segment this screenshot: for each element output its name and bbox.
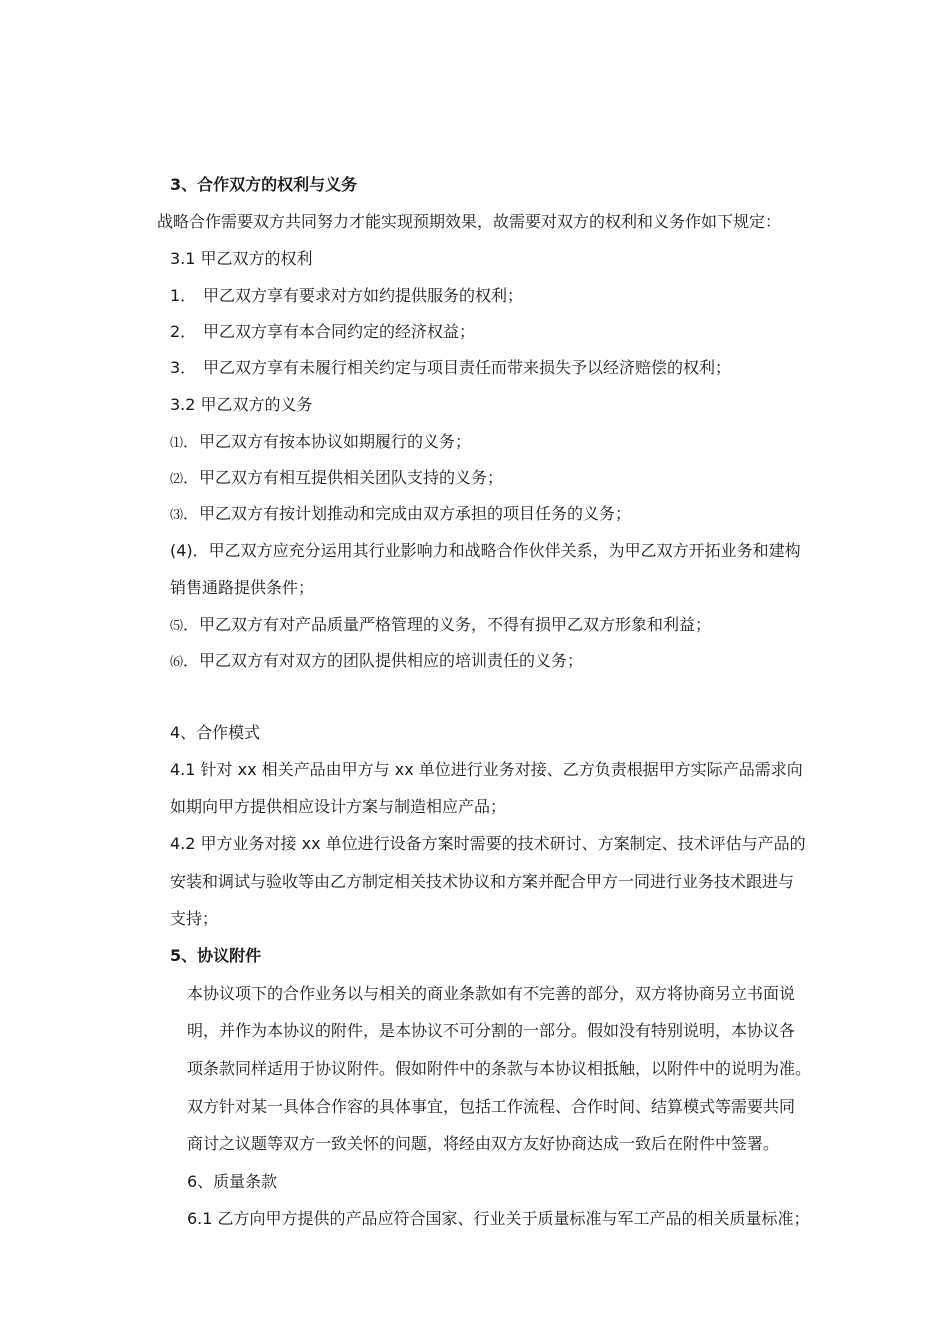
rights-item-number: 3． — [170, 358, 197, 377]
duties-item-text: ．甲乙双方有对双方的团队提供相应的培训责任的义务； — [183, 651, 584, 670]
section-4-paragraph-1-line: 如期向甲方提供相应设计方案与制造相应产品； — [170, 797, 507, 816]
duties-item-number: ⑹ — [170, 655, 184, 670]
rights-item-number: 2． — [170, 322, 197, 341]
duties-item-number: ⑸ — [170, 619, 184, 634]
duties-item-number: ⑴ — [170, 436, 184, 451]
section-4-paragraph-1-line: 4.1 针对 xx 相关产品由甲方与 xx 单位进行业务对接、乙方负责根据甲方实际产品需求向 — [170, 760, 803, 779]
duties-item-number: ⑵ — [170, 472, 184, 487]
section-3-intro: 战略合作需要双方共同努力才能实现预期效果，故需要对双方的权利和义务作如下规定： — [157, 212, 782, 231]
section-4-heading: 4、合作模式 — [170, 723, 261, 742]
rights-item-text: 甲乙双方享有本合同约定的经济权益； — [203, 322, 476, 341]
duties-item — [170, 468, 503, 490]
duties-item — [170, 432, 471, 454]
duties-item-text: ．甲乙双方应充分运用其行业影响力和战略合作伙伴关系，为甲乙双方开拓业务和建构 — [192, 541, 801, 560]
section-4-paragraph-2-line: 安装和调试与验收等由乙方制定相关技术协议和方案并配合甲方一同进行业务技术跟进与 — [170, 872, 795, 891]
rights-item — [170, 286, 524, 306]
section-6-heading: 6、质量条款 — [187, 1172, 278, 1191]
duties-item — [170, 504, 631, 526]
duties-item — [170, 541, 801, 561]
rights-item-number: 1． — [170, 286, 197, 305]
duties-item — [170, 615, 711, 637]
duties-heading: 3.2 甲乙双方的义务 — [170, 395, 313, 414]
duties-item-text: ．甲乙双方有按本协议如期履行的义务； — [183, 432, 472, 451]
duties-item-continuation: 销售通路提供条件； — [170, 578, 315, 597]
rights-heading: 3.1 甲乙双方的权利 — [170, 249, 313, 268]
rights-item — [170, 358, 732, 378]
section-5-body-line: 商讨之议题等双方一致关怀的问题，将经由双方友好协商达成一致后在附件中签署。 — [187, 1134, 780, 1153]
duties-item — [170, 651, 583, 673]
section-5-body-line: 项条款同样适用于协议附件。假如附件中的条款与本协议相抵触，以附件中的说明为准。 — [187, 1059, 812, 1078]
duties-item-number: (4) — [170, 541, 193, 560]
duties-item-text: ．甲乙双方有按计划推动和完成由双方承担的项目任务的义务； — [183, 504, 632, 523]
section-4-paragraph-2-line: 支持； — [170, 909, 219, 928]
section-6-paragraph-1: 6.1 乙方向甲方提供的产品应符合国家、行业关于质量标准与军工产品的相关质量标准； — [187, 1209, 810, 1228]
rights-item — [170, 322, 476, 342]
section-5-body-line: 本协议项下的合作业务以与相关的商业条款如有不完善的部分，双方将协商另立书面说 — [187, 984, 796, 1003]
section-5-heading: 5、协议附件 — [170, 946, 262, 965]
section-3-heading: 3、合作双方的权利与义务 — [170, 175, 358, 194]
duties-item-number: ⑶ — [170, 508, 184, 523]
section-5-body-line: 明，并作为本协议的附件，是本协议不可分割的一部分。假如没有特别说明，本协议各 — [187, 1021, 796, 1040]
rights-item-text: 甲乙双方享有未履行相关约定与项目责任而带来损失予以经济赔偿的权利； — [203, 358, 732, 377]
rights-item-text: 甲乙双方享有要求对方如约提供服务的权利； — [203, 286, 524, 305]
section-4-paragraph-2-line: 4.2 甲方业务对接 xx 单位进行设备方案时需要的技术研讨、方案制定、技术评估与产品的 — [170, 834, 806, 853]
duties-item-text: ．甲乙双方有对产品质量严格管理的义务，不得有损甲乙双方形象和利益； — [183, 615, 712, 634]
section-5-body-line: 双方针对某一具体合作容的具体事宜，包括工作流程、合作时间、结算模式等需要共同 — [187, 1097, 796, 1116]
duties-item-text: ．甲乙双方有相互提供相关团队支持的义务； — [183, 468, 504, 487]
